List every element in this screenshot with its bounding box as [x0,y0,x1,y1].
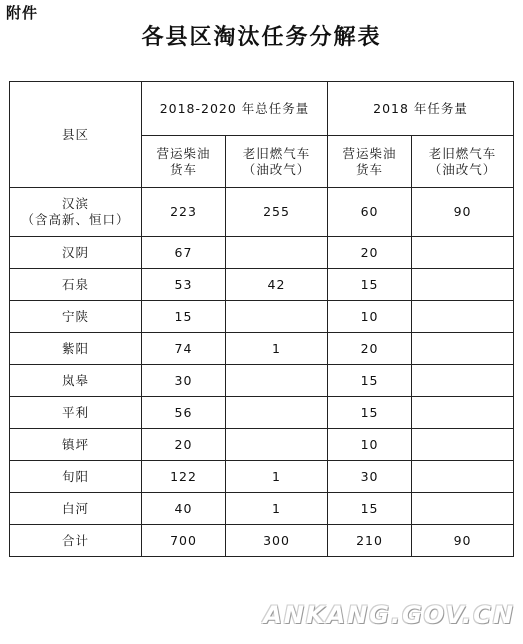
county-cell: 合计 [10,525,142,557]
county-cell: 汉滨 （含高新、恒口） [10,188,142,237]
sub-header: 老旧燃气车 （油改气） [226,136,328,188]
value-cell: 90 [412,525,514,557]
value-cell: 42 [226,269,328,301]
table-row [10,461,514,493]
table-row [10,525,514,557]
value-cell: 53 [142,269,226,301]
value-cell [412,461,514,493]
county-cell: 镇坪 [10,429,142,461]
value-cell: 20 [328,237,412,269]
value-cell: 20 [328,333,412,365]
value-cell: 255 [226,188,328,237]
value-cell: 67 [142,237,226,269]
group-header-total: 2018-2020 年总任务量 [142,82,328,136]
table-row [10,397,514,429]
value-cell [226,365,328,397]
value-cell: 90 [412,188,514,237]
table-row [10,493,514,525]
value-cell: 1 [226,333,328,365]
county-cell: 旬阳 [10,461,142,493]
task-table [9,81,514,557]
county-cell: 汉阴 [10,237,142,269]
sub-header: 营运柴油 货车 [328,136,412,188]
value-cell: 20 [142,429,226,461]
table-row [10,301,514,333]
county-cell: 紫阳 [10,333,142,365]
attachment-label: 附件 [6,4,39,22]
value-cell: 1 [226,493,328,525]
page-title: 各县区淘汰任务分解表 [141,24,382,50]
value-cell: 700 [142,525,226,557]
value-cell: 122 [142,461,226,493]
value-cell: 300 [226,525,328,557]
group-header-2018: 2018 年任务量 [328,82,514,136]
value-cell [412,237,514,269]
value-cell [412,269,514,301]
value-cell: 15 [328,397,412,429]
sub-header: 营运柴油 货车 [142,136,226,188]
value-cell: 15 [328,493,412,525]
value-cell: 40 [142,493,226,525]
value-cell: 10 [328,301,412,333]
county-cell: 白河 [10,493,142,525]
table-row [10,429,514,461]
value-cell: 223 [142,188,226,237]
value-cell [226,429,328,461]
table-row [10,237,514,269]
value-cell [412,301,514,333]
county-cell: 岚皋 [10,365,142,397]
value-cell [226,397,328,429]
value-cell [412,429,514,461]
value-cell: 30 [142,365,226,397]
value-cell: 60 [328,188,412,237]
value-cell [412,333,514,365]
value-cell [412,365,514,397]
value-cell: 1 [226,461,328,493]
value-cell [226,301,328,333]
table-row [10,333,514,365]
value-cell: 15 [328,365,412,397]
value-cell [412,397,514,429]
county-header: 县区 [10,82,142,188]
value-cell [226,237,328,269]
value-cell [412,493,514,525]
value-cell: 10 [328,429,412,461]
value-cell: 74 [142,333,226,365]
value-cell: 210 [328,525,412,557]
table-row [10,365,514,397]
value-cell: 15 [142,301,226,333]
county-cell: 平利 [10,397,142,429]
watermark: ANKANG.GOV.CN [263,601,515,629]
table-row [10,188,514,237]
table-row [10,269,514,301]
county-cell: 宁陕 [10,301,142,333]
value-cell: 30 [328,461,412,493]
county-cell: 石泉 [10,269,142,301]
value-cell: 56 [142,397,226,429]
value-cell: 15 [328,269,412,301]
sub-header: 老旧燃气车 （油改气） [412,136,514,188]
